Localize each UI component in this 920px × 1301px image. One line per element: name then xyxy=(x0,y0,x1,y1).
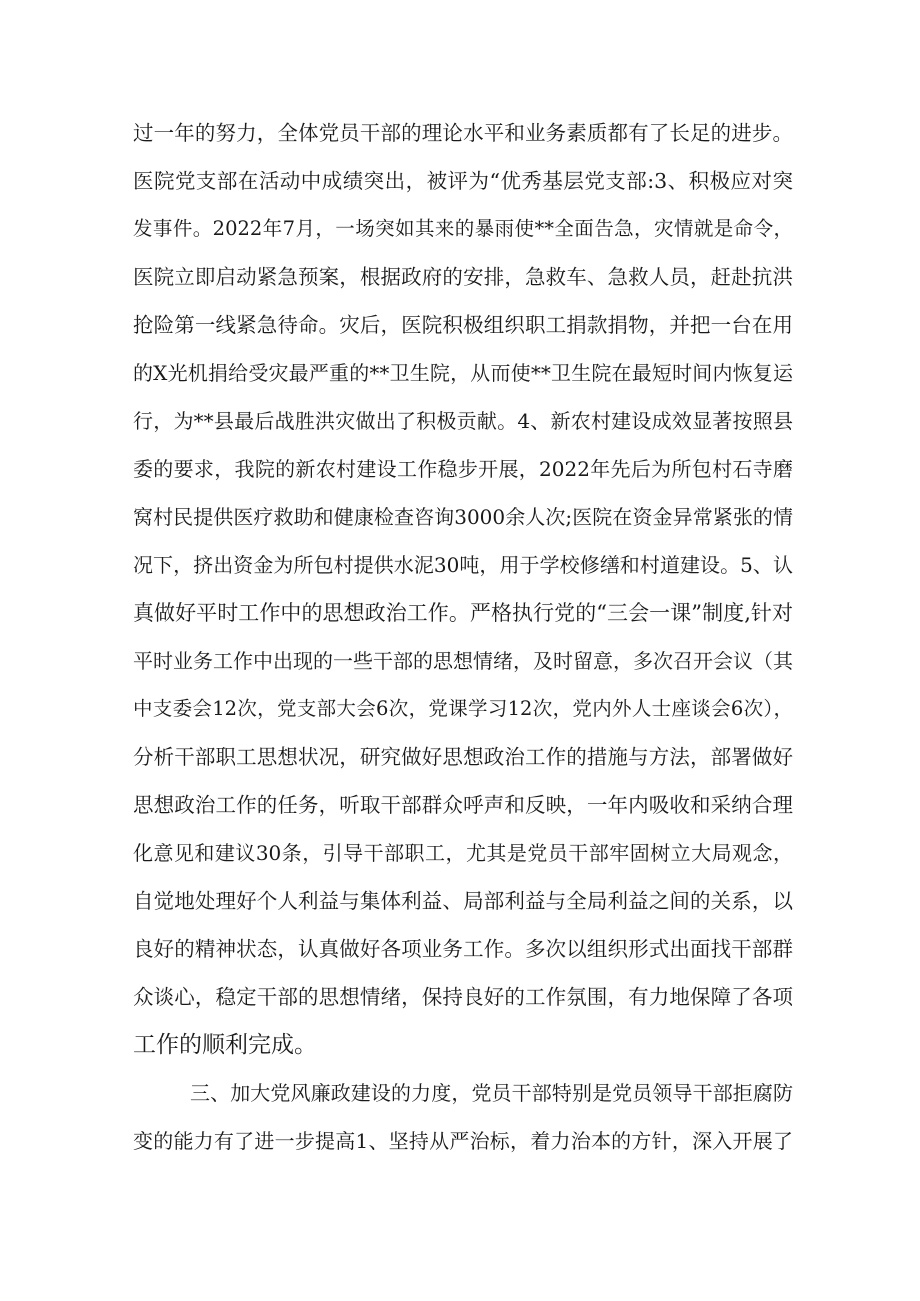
text-line: 变的能力有了进一步提高1、坚持从严治标，着力治本的方针，深入开展了 xyxy=(133,1129,793,1153)
text-line: 化意见和建议30条，引导干部职工，尤其是党员干部牢固树立大局观念， xyxy=(133,841,793,865)
text-line: 中支委会12次，党支部大会6次，党课学习12次，党内外人士座谈会6次）， xyxy=(133,697,793,720)
text-line: 过一年的努力，全体党员干部的理论水平和业务素质都有了长足的进步。 xyxy=(133,121,793,145)
text-line: 良好的精神状态，认真做好各项业务工作。多次以组织形式出面找干部群 xyxy=(133,937,793,961)
text-line: 窝村民提供医疗救助和健康检查咨询3000余人次;医院在资金异常紧张的情 xyxy=(133,505,793,529)
text-line: 行，为**县最后战胜洪灾做出了积极贡献。4、新农村建设成效显著按照县 xyxy=(133,409,793,433)
text-line: 自觉地处理好个人利益与集体利益、局部利益与全局利益之间的关系，以 xyxy=(133,889,793,913)
text-line: 思想政治工作的任务，听取干部群众呼声和反映，一年内吸收和采纳合理 xyxy=(133,793,793,817)
text-line: 分析干部职工思想状况，研究做好思想政治工作的措施与方法，部署做好 xyxy=(133,745,793,769)
paragraph-heading-line: 三、加大党风廉政建设的力度，党员干部特别是党员领导干部拒腐防 xyxy=(190,1081,793,1105)
text-line: 发事件。2022年7月，一场突如其来的暴雨使**全面告急，灾情就是命令， xyxy=(133,217,793,240)
text-line: 平时业务工作中出现的一些干部的思想情绪，及时留意，多次召开会议（其 xyxy=(133,649,793,673)
text-line: 的X光机捐给受灾最严重的**卫生院，从而使**卫生院在最短时间内恢复运 xyxy=(133,361,793,385)
text-line: 委的要求，我院的新农村建设工作稳步开展，2022年先后为所包村石寺磨 xyxy=(133,457,793,481)
text-line: 况下，挤出资金为所包村提供水泥30吨，用于学校修缮和村道建设。5、认 xyxy=(133,553,793,577)
text-line: 工作的顺利完成。 xyxy=(133,1032,317,1058)
text-line: 抢险第一线紧急待命。灾后，医院积极组织职工捐款捐物，并把一台在用 xyxy=(133,313,793,337)
text-line: 真做好平时工作中的思想政治工作。严格执行党的“三会一课”制度,针对 xyxy=(133,601,793,625)
text-line: 众谈心，稳定干部的思想情绪，保持良好的工作氛围，有力地保障了各项 xyxy=(133,985,793,1009)
text-line: 医院立即启动紧急预案，根据政府的安排，急救车、急救人员，赶赴抗洪 xyxy=(133,265,793,289)
text-line: 医院党支部在活动中成绩突出，被评为“优秀基层党支部:3、积极应对突 xyxy=(133,169,793,193)
